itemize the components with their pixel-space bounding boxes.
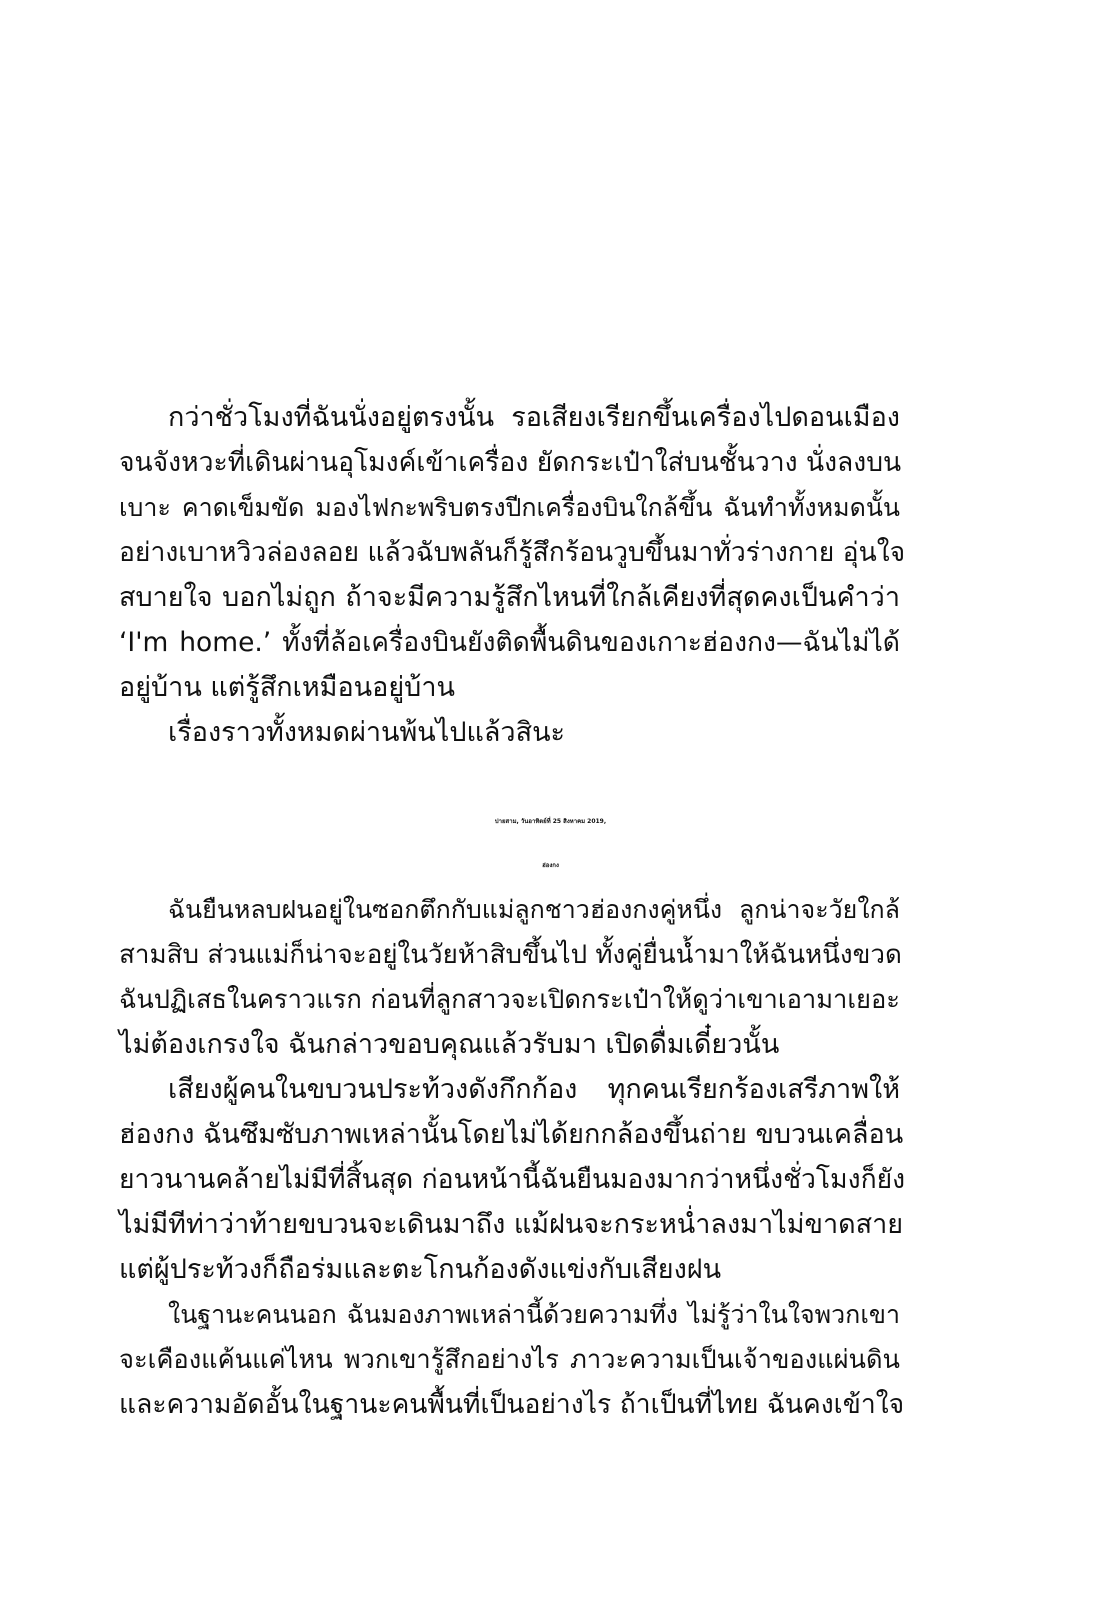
text-line-content: เรื่องราวทั้งหมดผ่านพ้นไปแล้วสินะ bbox=[168, 717, 566, 748]
text-line-content: อย่างเบาหวิวล่องลอย แล้วฉับพลันก็รู้สึกร้อนวูบขึ้นมาทั่วร่างกาย อุ่นใจ bbox=[119, 537, 906, 568]
text-line-content: สามสิบ ส่วนแม่ก็น่าจะอยู่ในวัยห้าสิบขึ้นไป ทั้งคู่ยื่นน้ำมาให้ฉันหนึ่งขวด bbox=[119, 940, 902, 970]
text-line-content: ในฐานะคนนอก ฉันมองภาพเหล่านี้ด้วยความทึ่ง ไม่รู้ว่าในใจพวกเขา bbox=[168, 1300, 900, 1329]
text-line-content: สบายใจ บอกไม่ถูก ถ้าจะมีความรู้สึกไหนที่ใกล้เคียงที่สุดคงเป็นคำว่า bbox=[119, 582, 900, 613]
text-line-content: จะเคืองแค้นแค่ไหน พวกเขารู้สึกอย่างไร ภาวะความเป็นเจ้าของแผ่นดิน bbox=[119, 1345, 900, 1375]
text-line-content: ฉันปฏิเสธในคราวแรก ก่อนที่ลูกสาวจะเปิดกระเป๋าให้ดูว่าเขาเอามาเยอะ bbox=[119, 985, 900, 1015]
text-line-content: แต่ผู้ประท้วงก็ถือร่มและตะโกนก้องดังแข่งกับเสียงฝน bbox=[119, 1254, 722, 1285]
text-line-content: เสียงผู้คนในขบวนประท้วงดังกึกก้อง ทุกคนเรียกร้องเสรีภาพให้ bbox=[168, 1074, 900, 1105]
text-line-content: ไม่ต้องเกรงใจ ฉันกล่าวขอบคุณแล้วรับมา เปิดดื่มเดี๋ยวนั้น bbox=[119, 1029, 780, 1060]
text-line-content: ‘I'm home.’ ทั้งที่ล้อเครื่องบินยังติดพื้นดินของเกาะฮ่องกง—ฉันไม่ได้ bbox=[119, 627, 900, 658]
text-line-content: และความอัดอั้นในฐานะคนพื้นที่เป็นอย่างไร ถ้าเป็นที่ไทย ฉันคงเข้าใจ bbox=[119, 1389, 905, 1420]
text-line-content: ไม่มีทีท่าว่าท้ายขบวนจะเดินมาถึง แม้ฝนจะกระหน่ำลงมาไม่ขาดสาย bbox=[119, 1209, 904, 1240]
text-line-content: ฉันยืนหลบฝนอยู่ในซอกตึกกับแม่ลูกชาวฮ่องกงคู่หนึ่ง ลูกน่าจะวัยใกล้ bbox=[168, 895, 900, 924]
text-line-content: ยาวนานคล้ายไม่มีที่สิ้นสุด ก่อนหน้านี้ฉันยืนมองมากว่าหนึ่งชั่วโมงก็ยัง bbox=[119, 1164, 906, 1195]
section-heading-line: ฮ่องกง bbox=[542, 862, 559, 869]
text-line-content: เบาะ คาดเข็มขัด มองไฟกะพริบตรงปีกเครื่องบินใกล้ขึ้น ฉันทำทั้งหมดนั้น bbox=[119, 493, 900, 522]
text-line-content: ฮ่องกง ฉันซึมซับภาพเหล่านั้นโดยไม่ได้ยกกล้องขึ้นถ่าย ขบวนเคลื่อน bbox=[119, 1119, 904, 1150]
section-heading-line: บ่ายสาม, วันอาทิตย์ที่ 25 สิงหาคม 2019, bbox=[494, 818, 607, 825]
text-line-content: อยู่บ้าน แต่รู้สึกเหมือนอยู่บ้าน bbox=[119, 672, 455, 703]
text-line-content: จนจังหวะที่เดินผ่านอุโมงค์เข้าเครื่อง ยัดกระเป๋าใส่บนชั้นวาง นั่งลงบน bbox=[119, 447, 902, 478]
text-line-content: กว่าชั่วโมงที่ฉันนั่งอยู่ตรงนั้น รอเสียงเรียกขึ้นเครื่องไปดอนเมือง bbox=[168, 402, 900, 433]
